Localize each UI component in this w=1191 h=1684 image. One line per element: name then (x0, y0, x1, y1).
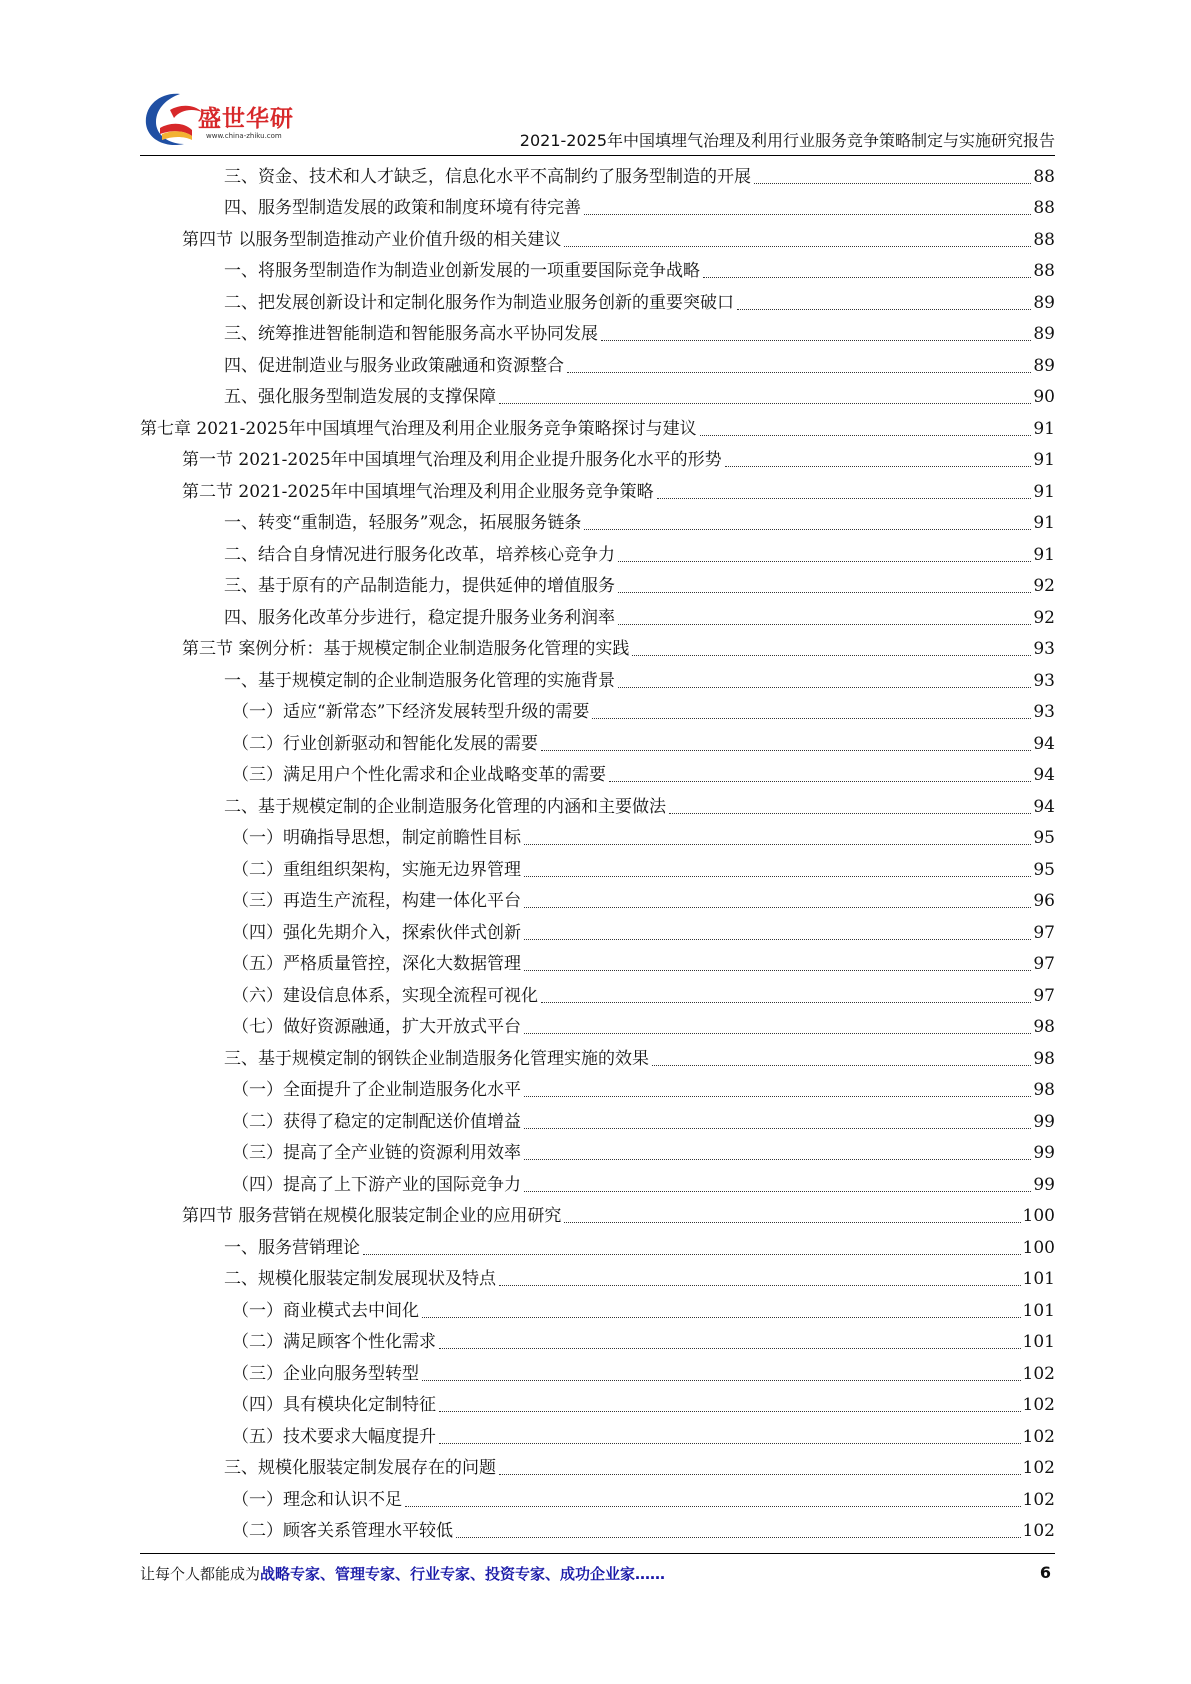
toc-entry[interactable] (140, 1483, 1055, 1515)
toc-entry[interactable] (140, 1420, 1055, 1452)
toc-entry-label: （三）满足用户个性化需求和企业战略变革的需要 (232, 765, 606, 785)
toc-entry-label: 五、强化服务型制造发展的支撑保障 (224, 387, 496, 407)
toc-entry-page: 93 (1033, 670, 1055, 691)
toc-entry[interactable] (140, 160, 1055, 192)
table-of-contents (140, 160, 1055, 1546)
toc-entry-label: 四、服务型制造发展的政策和制度环境有待完善 (224, 198, 581, 218)
toc-entry-label: 二、把发展创新设计和定制化服务作为制造业服务创新的重要突破口 (224, 292, 734, 313)
toc-leader-dots (456, 1537, 1021, 1538)
toc-entry[interactable] (140, 759, 1055, 791)
toc-entry-page: 91 (1033, 513, 1055, 533)
toc-entry[interactable] (140, 475, 1055, 507)
toc-entry[interactable] (140, 1200, 1055, 1232)
toc-leader-dots (499, 1474, 1021, 1475)
toc-entry-page: 94 (1033, 733, 1055, 754)
toc-entry-label: 二、结合自身情况进行服务化改革，培养核心竞争力 (224, 544, 615, 565)
toc-entry-label: 一、将服务型制造作为制造业创新发展的一项重要国际竞争战略 (224, 261, 700, 281)
toc-entry-page: 95 (1033, 828, 1055, 848)
toc-entry[interactable] (140, 255, 1055, 287)
toc-entry-label: （一）适应“新常态”下经济发展转型升级的需要 (232, 702, 590, 722)
toc-entry[interactable] (140, 349, 1055, 381)
toc-leader-dots (439, 1348, 1021, 1349)
toc-entry-label: 第四节 服务营销在规模化服装定制企业的应用研究 (182, 1206, 562, 1226)
toc-leader-dots (524, 1159, 1031, 1160)
toc-entry-page: 97 (1033, 922, 1055, 943)
toc-leader-dots (363, 1254, 1021, 1255)
toc-entry-page: 99 (1033, 1111, 1055, 1132)
toc-leader-dots (618, 624, 1031, 625)
toc-entry-page: 99 (1033, 1174, 1055, 1195)
footer-slogan-prefix: 让每个人都能成为 (140, 1565, 261, 1583)
toc-leader-dots (499, 403, 1031, 404)
toc-entry-label: 一、基于规模定制的企业制造服务化管理的实施背景 (224, 670, 615, 691)
toc-entry-page: 97 (1033, 954, 1055, 974)
toc-leader-dots (703, 277, 1031, 278)
toc-entry-label: （四）强化先期介入，探索伙伴式创新 (232, 922, 521, 943)
toc-entry-page: 94 (1033, 796, 1055, 817)
toc-entry-page: 95 (1033, 859, 1055, 880)
toc-leader-dots (725, 466, 1032, 467)
toc-entry[interactable] (140, 1168, 1055, 1200)
toc-entry[interactable] (140, 412, 1055, 444)
toc-entry-page: 92 (1033, 576, 1055, 596)
toc-entry-label: 第三节 案例分析：基于规模定制企业制造服务化管理的实践 (182, 639, 630, 659)
toc-leader-dots (618, 561, 1031, 562)
toc-entry-page: 98 (1033, 1080, 1055, 1100)
toc-leader-dots (567, 372, 1031, 373)
toc-entry[interactable] (140, 286, 1055, 318)
toc-entry-label: 三、规模化服装定制发展存在的问题 (224, 1458, 496, 1478)
toc-entry[interactable] (140, 664, 1055, 696)
toc-entry-label: （三）再造生产流程，构建一体化平台 (232, 891, 521, 911)
page-number: 6 (1039, 1563, 1051, 1582)
toc-entry-page: 102 (1022, 1458, 1055, 1478)
toc-entry-label: （一）理念和认识不足 (232, 1489, 402, 1510)
toc-entry-label: （二）重组组织架构，实施无边界管理 (232, 859, 521, 880)
toc-leader-dots (601, 340, 1031, 341)
toc-entry[interactable] (140, 381, 1055, 413)
toc-leader-dots (541, 1002, 1031, 1003)
toc-entry[interactable] (140, 790, 1055, 822)
toc-leader-dots (439, 1443, 1021, 1444)
toc-entry-page: 102 (1022, 1363, 1055, 1384)
toc-leader-dots (524, 1096, 1031, 1097)
toc-entry[interactable] (140, 979, 1055, 1011)
toc-entry[interactable] (140, 1011, 1055, 1043)
toc-entry[interactable] (140, 948, 1055, 980)
toc-entry[interactable] (140, 1515, 1055, 1547)
toc-entry-page: 91 (1033, 544, 1055, 565)
toc-entry[interactable] (140, 696, 1055, 728)
toc-entry-label: （一）商业模式去中间化 (232, 1300, 419, 1321)
toc-entry-page: 90 (1033, 387, 1055, 407)
toc-entry-label: 三、基于原有的产品制造能力，提供延伸的增值服务 (224, 576, 615, 596)
toc-entry-label: （一）全面提升了企业制造服务化水平 (232, 1080, 521, 1100)
toc-leader-dots (754, 183, 1031, 184)
toc-entry-label: （六）建设信息体系，实现全流程可视化 (232, 985, 538, 1006)
toc-entry[interactable] (140, 1389, 1055, 1421)
toc-entry[interactable] (140, 223, 1055, 255)
toc-entry[interactable] (140, 192, 1055, 224)
toc-entry-page: 88 (1033, 261, 1055, 281)
toc-entry-page: 101 (1022, 1269, 1055, 1289)
toc-entry[interactable] (140, 1105, 1055, 1137)
toc-leader-dots (592, 718, 1031, 719)
toc-entry-label: 二、基于规模定制的企业制造服务化管理的内涵和主要做法 (224, 796, 666, 817)
toc-entry-page: 102 (1022, 1521, 1055, 1541)
toc-entry-label: （二）满足顾客个性化需求 (232, 1332, 436, 1352)
toc-entry-label: （三）提高了全产业链的资源利用效率 (232, 1143, 521, 1163)
toc-entry-page: 88 (1033, 229, 1055, 250)
toc-entry[interactable] (140, 601, 1055, 633)
toc-entry-page: 93 (1033, 639, 1055, 659)
toc-leader-dots (524, 970, 1031, 971)
toc-leader-dots (618, 687, 1031, 688)
toc-entry[interactable] (140, 1263, 1055, 1295)
toc-entry[interactable] (140, 538, 1055, 570)
toc-entry[interactable] (140, 633, 1055, 665)
toc-entry-page: 100 (1022, 1206, 1055, 1226)
toc-leader-dots (524, 876, 1031, 877)
toc-entry-label: 一、服务营销理论 (224, 1237, 360, 1258)
report-title: 2021-2025年中国填埋气治理及利用行业服务竞争策略制定与实施研究报告 (519, 131, 1055, 150)
toc-entry-page: 96 (1033, 891, 1055, 911)
toc-leader-dots (618, 592, 1031, 593)
toc-entry[interactable] (140, 1452, 1055, 1484)
toc-entry[interactable] (140, 1294, 1055, 1326)
toc-leader-dots (524, 844, 1031, 845)
toc-entry-page: 88 (1033, 198, 1055, 218)
toc-entry-label: 三、资金、技术和人才缺乏，信息化水平不高制约了服务型制造的开展 (224, 166, 751, 187)
toc-entry-label: （二）获得了稳定的定制配送价值增益 (232, 1111, 521, 1132)
toc-entry-label: （七）做好资源融通，扩大开放式平台 (232, 1017, 521, 1037)
toc-entry-page: 88 (1033, 166, 1055, 187)
toc-entry-label: （三）企业向服务型转型 (232, 1363, 419, 1384)
toc-leader-dots (524, 1033, 1031, 1034)
toc-entry-page: 101 (1022, 1300, 1055, 1321)
toc-entry-label: 四、促进制造业与服务业政策融通和资源整合 (224, 355, 564, 376)
toc-entry-page: 99 (1033, 1143, 1055, 1163)
toc-leader-dots (422, 1317, 1021, 1318)
toc-leader-dots (564, 246, 1031, 247)
toc-entry[interactable] (140, 1357, 1055, 1389)
toc-entry-page: 102 (1022, 1489, 1055, 1510)
toc-entry-page: 100 (1022, 1237, 1055, 1258)
toc-leader-dots (524, 1191, 1031, 1192)
toc-entry-page: 91 (1033, 481, 1055, 502)
company-logo (140, 88, 315, 150)
toc-entry[interactable] (140, 1074, 1055, 1106)
toc-entry-label: 第二节 2021-2025年中国填埋气治理及利用企业服务竞争策略 (182, 481, 654, 502)
toc-entry[interactable] (140, 916, 1055, 948)
toc-entry-label: （五）严格质量管控，深化大数据管理 (232, 954, 521, 974)
toc-entry-label: 三、基于规模定制的钢铁企业制造服务化管理实施的效果 (224, 1048, 649, 1069)
toc-entry[interactable] (140, 1326, 1055, 1358)
page-footer (140, 1563, 1055, 1587)
toc-entry[interactable] (140, 1042, 1055, 1074)
toc-entry-label: （五）技术要求大幅度提升 (232, 1426, 436, 1447)
toc-entry[interactable] (140, 885, 1055, 917)
toc-entry[interactable] (140, 853, 1055, 885)
toc-entry[interactable] (140, 507, 1055, 539)
toc-entry[interactable] (140, 822, 1055, 854)
toc-leader-dots (524, 1128, 1031, 1129)
toc-leader-dots (524, 939, 1031, 940)
toc-leader-dots (657, 498, 1032, 499)
toc-leader-dots (609, 781, 1031, 782)
header-divider (140, 155, 1055, 156)
toc-entry-label: 二、规模化服装定制发展现状及特点 (224, 1269, 496, 1289)
toc-entry-label: （一）明确指导思想，制定前瞻性目标 (232, 828, 521, 848)
toc-leader-dots (405, 1506, 1021, 1507)
toc-entry-label: （二）行业创新驱动和智能化发展的需要 (232, 733, 538, 754)
toc-leader-dots (700, 435, 1032, 436)
toc-entry-label: （四）具有模块化定制特征 (232, 1395, 436, 1415)
toc-entry-page: 89 (1033, 324, 1055, 344)
toc-leader-dots (737, 309, 1031, 310)
toc-entry-page: 94 (1033, 765, 1055, 785)
toc-entry-page: 92 (1033, 607, 1055, 628)
toc-entry-page: 97 (1033, 985, 1055, 1006)
toc-entry-page: 102 (1022, 1395, 1055, 1415)
toc-leader-dots (439, 1411, 1021, 1412)
logo-url: www.china-zhiku.com (206, 132, 282, 140)
toc-entry-label: 第一节 2021-2025年中国填埋气治理及利用企业提升服务化水平的形势 (182, 450, 722, 470)
toc-entry[interactable] (140, 444, 1055, 476)
toc-entry[interactable] (140, 570, 1055, 602)
toc-leader-dots (499, 1285, 1021, 1286)
toc-leader-dots (584, 214, 1031, 215)
toc-leader-dots (524, 907, 1031, 908)
toc-entry[interactable] (140, 727, 1055, 759)
toc-entry-page: 91 (1033, 418, 1055, 439)
toc-entry-page: 93 (1033, 702, 1055, 722)
footer-divider (140, 1553, 1055, 1554)
toc-leader-dots (584, 529, 1031, 530)
toc-entry-label: 一、转变“重制造，轻服务”观念，拓展服务链条 (224, 513, 582, 533)
toc-leader-dots (669, 813, 1031, 814)
toc-entry-page: 102 (1022, 1426, 1055, 1447)
toc-leader-dots (652, 1065, 1031, 1066)
toc-entry[interactable] (140, 1231, 1055, 1263)
toc-entry-label: 第四节 以服务型制造推动产业价值升级的相关建议 (182, 229, 562, 250)
toc-entry-label: 三、统筹推进智能制造和智能服务高水平协同发展 (224, 324, 598, 344)
toc-entry-label: （四）提高了上下游产业的国际竞争力 (232, 1174, 521, 1195)
footer-slogan-emphasis: 战略专家、管理专家、行业专家、投资专家、成功企业家…… (260, 1565, 666, 1583)
toc-entry-page: 98 (1033, 1048, 1055, 1069)
logo-title: 盛世华研 (198, 106, 294, 132)
toc-entry[interactable] (140, 1137, 1055, 1169)
toc-entry-page: 98 (1033, 1017, 1055, 1037)
toc-entry-page: 89 (1033, 355, 1055, 376)
toc-entry-label: 第七章 2021-2025年中国填埋气治理及利用企业服务竞争策略探讨与建议 (140, 418, 697, 439)
toc-leader-dots (564, 1222, 1020, 1223)
toc-entry-label: （二）顾客关系管理水平较低 (232, 1521, 453, 1541)
toc-entry-page: 91 (1033, 450, 1055, 470)
toc-entry[interactable] (140, 318, 1055, 350)
toc-entry-label: 四、服务化改革分步进行，稳定提升服务业务利润率 (224, 607, 615, 628)
toc-leader-dots (632, 655, 1031, 656)
toc-entry-page: 101 (1022, 1332, 1055, 1352)
toc-leader-dots (541, 750, 1031, 751)
toc-entry-page: 89 (1033, 292, 1055, 313)
toc-leader-dots (422, 1380, 1021, 1381)
